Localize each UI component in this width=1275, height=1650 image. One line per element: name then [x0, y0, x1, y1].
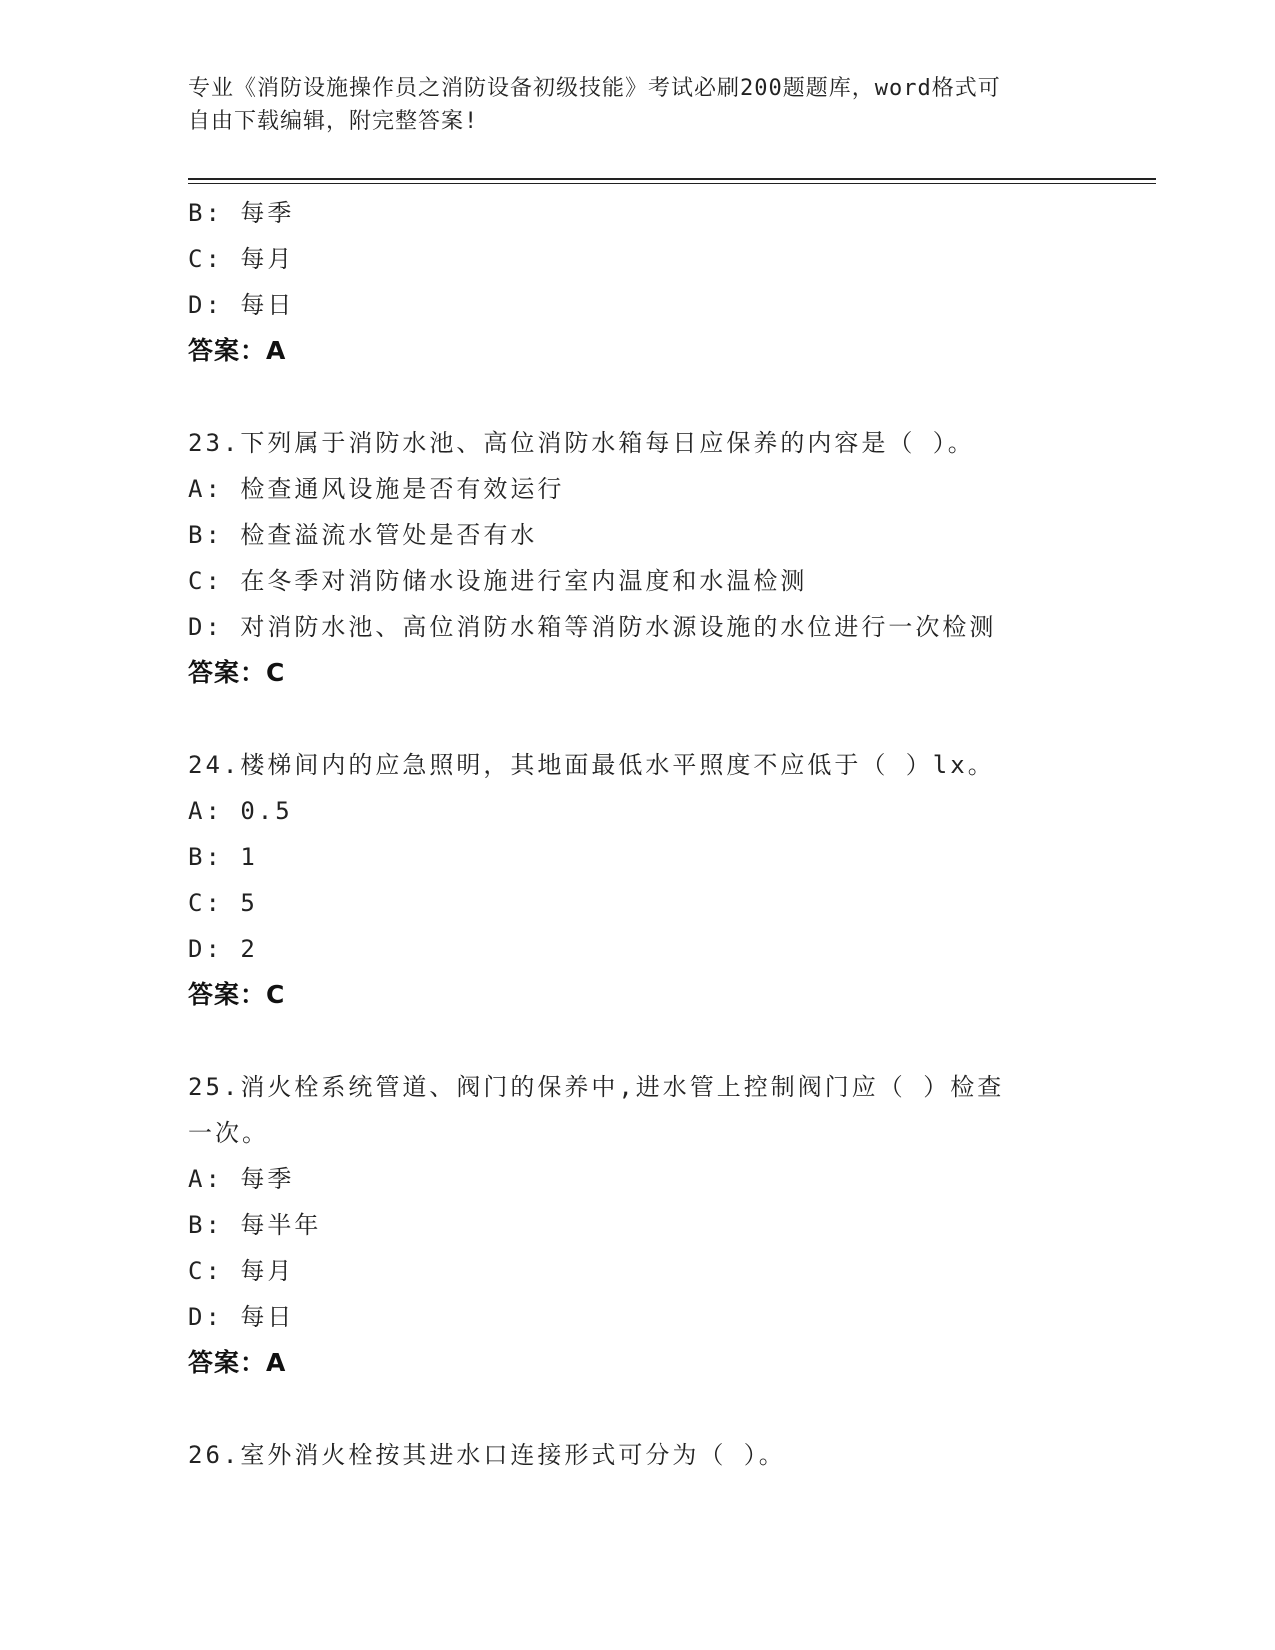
option-b: B: 每季 [188, 199, 295, 227]
question-26 [188, 1432, 1088, 1478]
question-stem-line-1: 25.消火栓系统管道、阀门的保养中,进水管上控制阀门应（ ）检查 [188, 1073, 1005, 1101]
option-a: A: 每季 [188, 1165, 295, 1193]
document-header [188, 72, 1068, 138]
option-a: A: 检查通风设施是否有效运行 [188, 475, 565, 503]
question-25 [188, 1064, 1088, 1386]
answer-line: 答案：A [188, 1348, 287, 1377]
option-b: B: 1 [188, 843, 258, 871]
option-b: B: 检查溢流水管处是否有水 [188, 521, 538, 549]
option-c: C: 每月 [188, 1257, 295, 1285]
option-a: A: 0.5 [188, 797, 293, 825]
answer-line: 答案：C [188, 658, 286, 687]
question-22-tail [188, 190, 1088, 374]
header-line-1: 专业《消防设施操作员之消防设备初级技能》考试必刷200题题库，word格式可 [188, 76, 1001, 101]
header-line-2: 自由下载编辑，附完整答案! [188, 109, 479, 134]
header-divider-thin [188, 183, 1156, 184]
option-d: D: 每日 [188, 1303, 295, 1331]
option-c: C: 每月 [188, 245, 295, 273]
question-24 [188, 742, 1088, 1018]
option-b: B: 每半年 [188, 1211, 322, 1239]
option-d: D: 2 [188, 935, 258, 963]
header-divider-thick [188, 178, 1156, 180]
answer-line: 答案：C [188, 980, 286, 1009]
option-c: C: 在冬季对消防储水设施进行室内温度和水温检测 [188, 567, 808, 595]
question-23 [188, 420, 1088, 696]
question-stem-line-2: 一次。 [188, 1119, 269, 1147]
question-list [188, 190, 1088, 1478]
question-stem: 26.室外消火栓按其进水口连接形式可分为（ ）。 [188, 1441, 786, 1469]
question-stem: 23.下列属于消防水池、高位消防水箱每日应保养的内容是（ ）。 [188, 429, 975, 457]
answer-line: 答案：A [188, 336, 287, 365]
question-stem: 24.楼梯间内的应急照明，其地面最低水平照度不应低于（ ）lx。 [188, 751, 995, 779]
option-d: D: 对消防水池、高位消防水箱等消防水源设施的水位进行一次检测 [188, 613, 997, 641]
option-d: D: 每日 [188, 291, 295, 319]
option-c: C: 5 [188, 889, 258, 917]
